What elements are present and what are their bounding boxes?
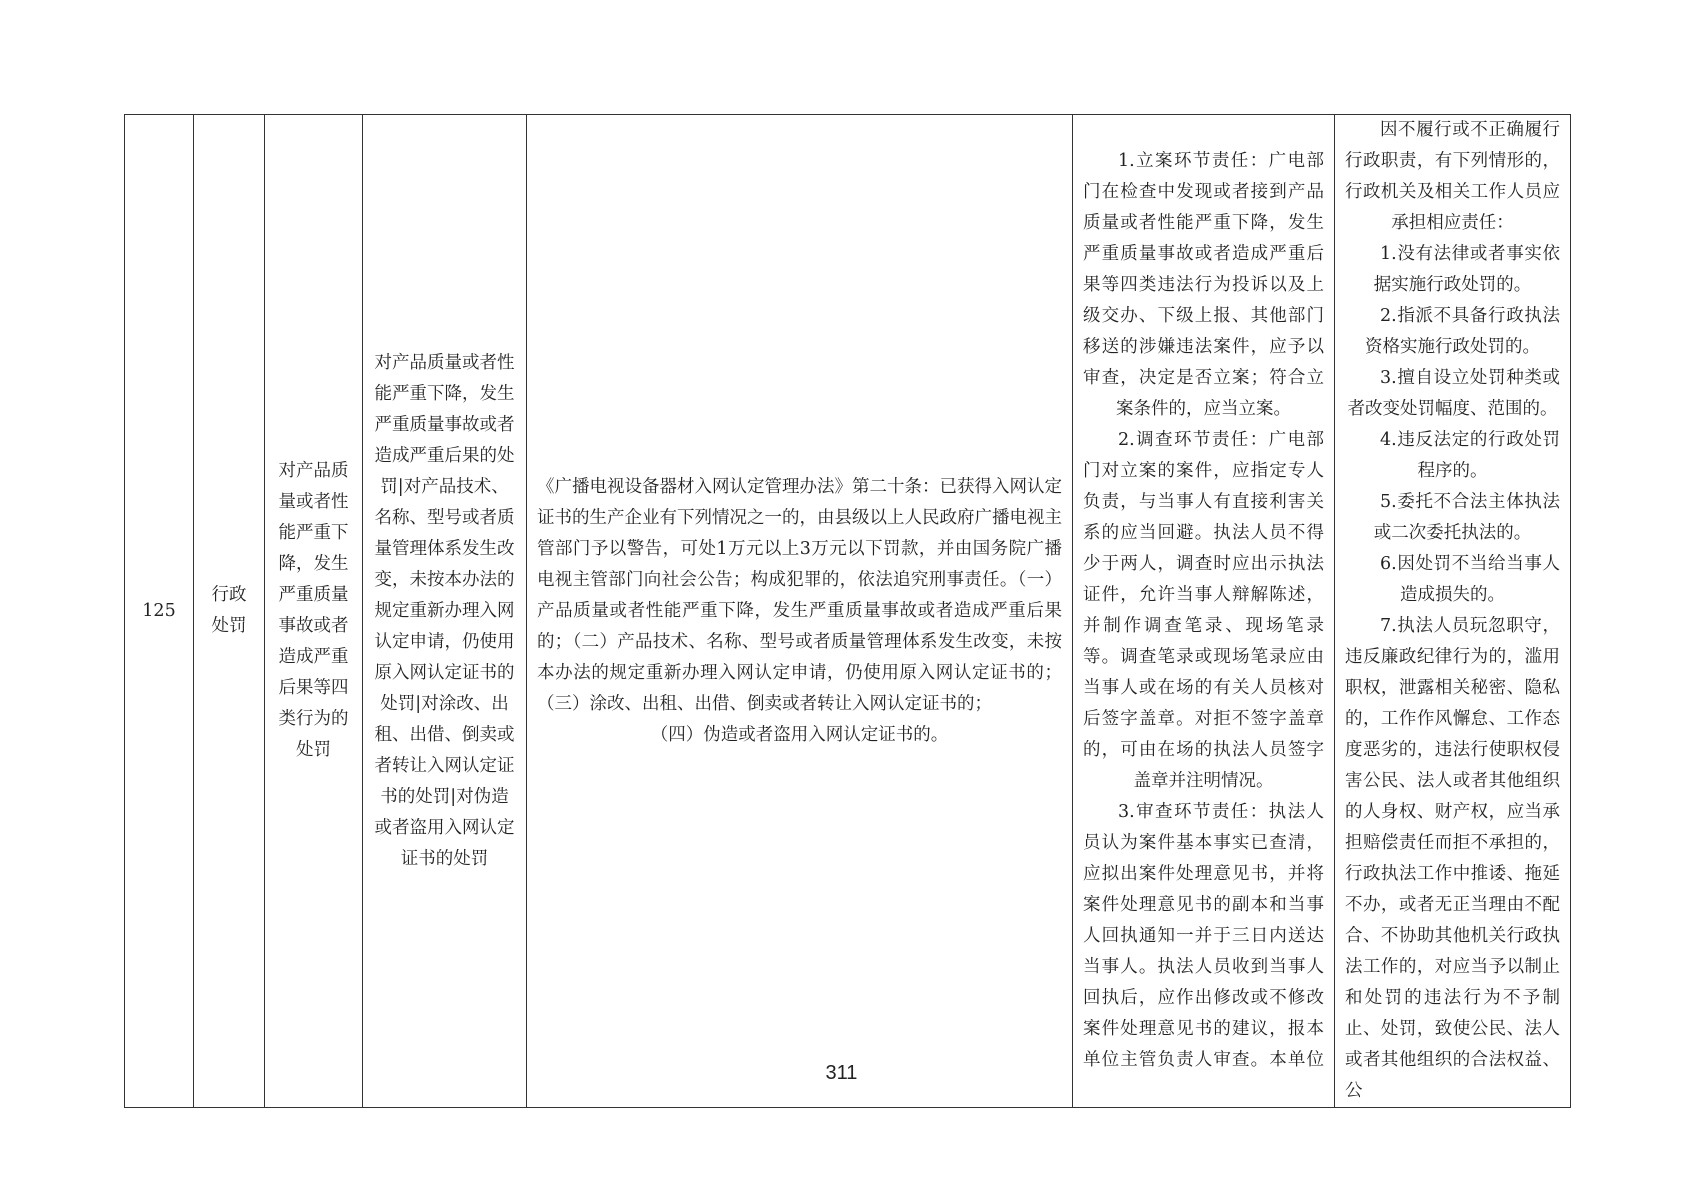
legal-basis (527, 115, 1073, 1108)
accountability-item: 5.委托不合法主体执法或二次委托执法的。 (1373, 492, 1560, 543)
accountability-item: 6.因处罚不当给当事人造成损失的。 (1380, 554, 1560, 605)
accountability-item: 1.没有法律或者事实依据实施行政处罚的。 (1373, 244, 1560, 295)
power-item-name: 对产品质量或者性能严重下降，发生严重质量事故或者造成严重后果等四类行为的处罚 (265, 115, 363, 1108)
responsibility-item: 1.立案环节责任：广电部门在检查中发现或者接到产品质量或者性能严重下降，发生严重质量事故或者造成严重后果等四类违法行为投诉以及上级交办、下级上报、其他部门移送的涉嫌违法案件，应予以审查，决定是否立案；符合立案条件的，应当立案。 (1083, 151, 1324, 419)
accountability-item: 3.擅自设立处罚种类或者改变处罚幅度、范围的。 (1347, 368, 1560, 419)
responsibility-steps (1073, 115, 1335, 1108)
power-sub-items: 对产品质量或者性能严重下降，发生严重质量事故或者造成严重后果的处罚|对产品技术、名称、型号或者质量管理体系发生改变，未按本办法的规定重新办理入网认定申请，仍使用原入网认定证书的处罚|对涂改、出租、出借、倒卖或者转让入网认定证书的处罚|对伪造或者盗用入网认定证书的处罚 (363, 115, 527, 1108)
responsibility-item: 3.审查环节责任：执法人员认为案件基本事实已查清，应拟出案件处理意见书，并将案件处理意见书的副本和当事人回执通知一并于三日内送达当事人。执法人员收到当事人回执后，应作出修改或不修改案件处理意见书的建议，报本单位主管负责人审查。本单位 (1083, 802, 1324, 1070)
legal-basis-last: （四）伪造或者盗用入网认定证书的。 (650, 724, 949, 745)
legal-basis-main: 《广播电视设备器材入网认定管理办法》第二十条：已获得入网认定证书的生产企业有下列情况之一的，由县级以上人民政府广播电视主管部门予以警告，可处1万元以上3万元以下罚款，并由国务院广播电视主管部门向社会公告；构成犯罪的，依法追究刑事责任。（一）产品质量或者性能严重下降，发生严重质量事故或者造成严重后果的；（二）产品技术、名称、型号或者质量管理体系发生改变，未按本办法的规定重新办理入网认定申请，仍使用原入网认定证书的；（三）涂改、出租、出借、倒卖或者转让入网认定证书的； (537, 476, 1062, 714)
power-category: 行政处罚 (194, 115, 265, 1108)
accountability-item: 4.违反法定的行政处罚程序的。 (1380, 430, 1560, 481)
accountability-item: 7.执法人员玩忽职守，违反廉政纪律行为的，滥用职权，泄露相关秘密、隐私的，工作作风懈怠、工作态度恶劣的，违法行使职权侵害公民、法人或者其他组织的人身权、财产权，应当承担赔偿责任而拒不承担的，行政执法工作中推诿、拖延不办，或者无正当理由不配合、不协助其他机关行政执法工作的，对应当予以制止和处罚的违法行为不予制止、处罚，致使公民、法人或者其他组织的合法权益、公 (1345, 616, 1560, 1101)
power-list-table (124, 114, 1571, 1108)
row-number: 125 (125, 115, 194, 1108)
accountability (1335, 115, 1571, 1108)
responsibility-item: 2.调查环节责任：广电部门对立案的案件，应指定专人负责，与当事人有直接利害关系的应当回避。执法人员不得少于两人，调查时应出示执法证件，允许当事人辩解陈述，并制作调查笔录、现场笔录等。调查笔录或现场笔录应由当事人或在场的有关人员核对后签字盖章。对拒不签字盖章的，可由在场的执法人员签字盖章并注明情况。 (1083, 430, 1324, 791)
page-number: 311 (825, 1062, 858, 1084)
accountability-item: 因不履行或不正确履行行政职责，有下列情形的，行政机关及相关工作人员应承担相应责任： (1345, 120, 1560, 233)
accountability-item: 2.指派不具备行政执法资格实施行政处罚的。 (1365, 306, 1560, 357)
table-row (125, 115, 1571, 1108)
